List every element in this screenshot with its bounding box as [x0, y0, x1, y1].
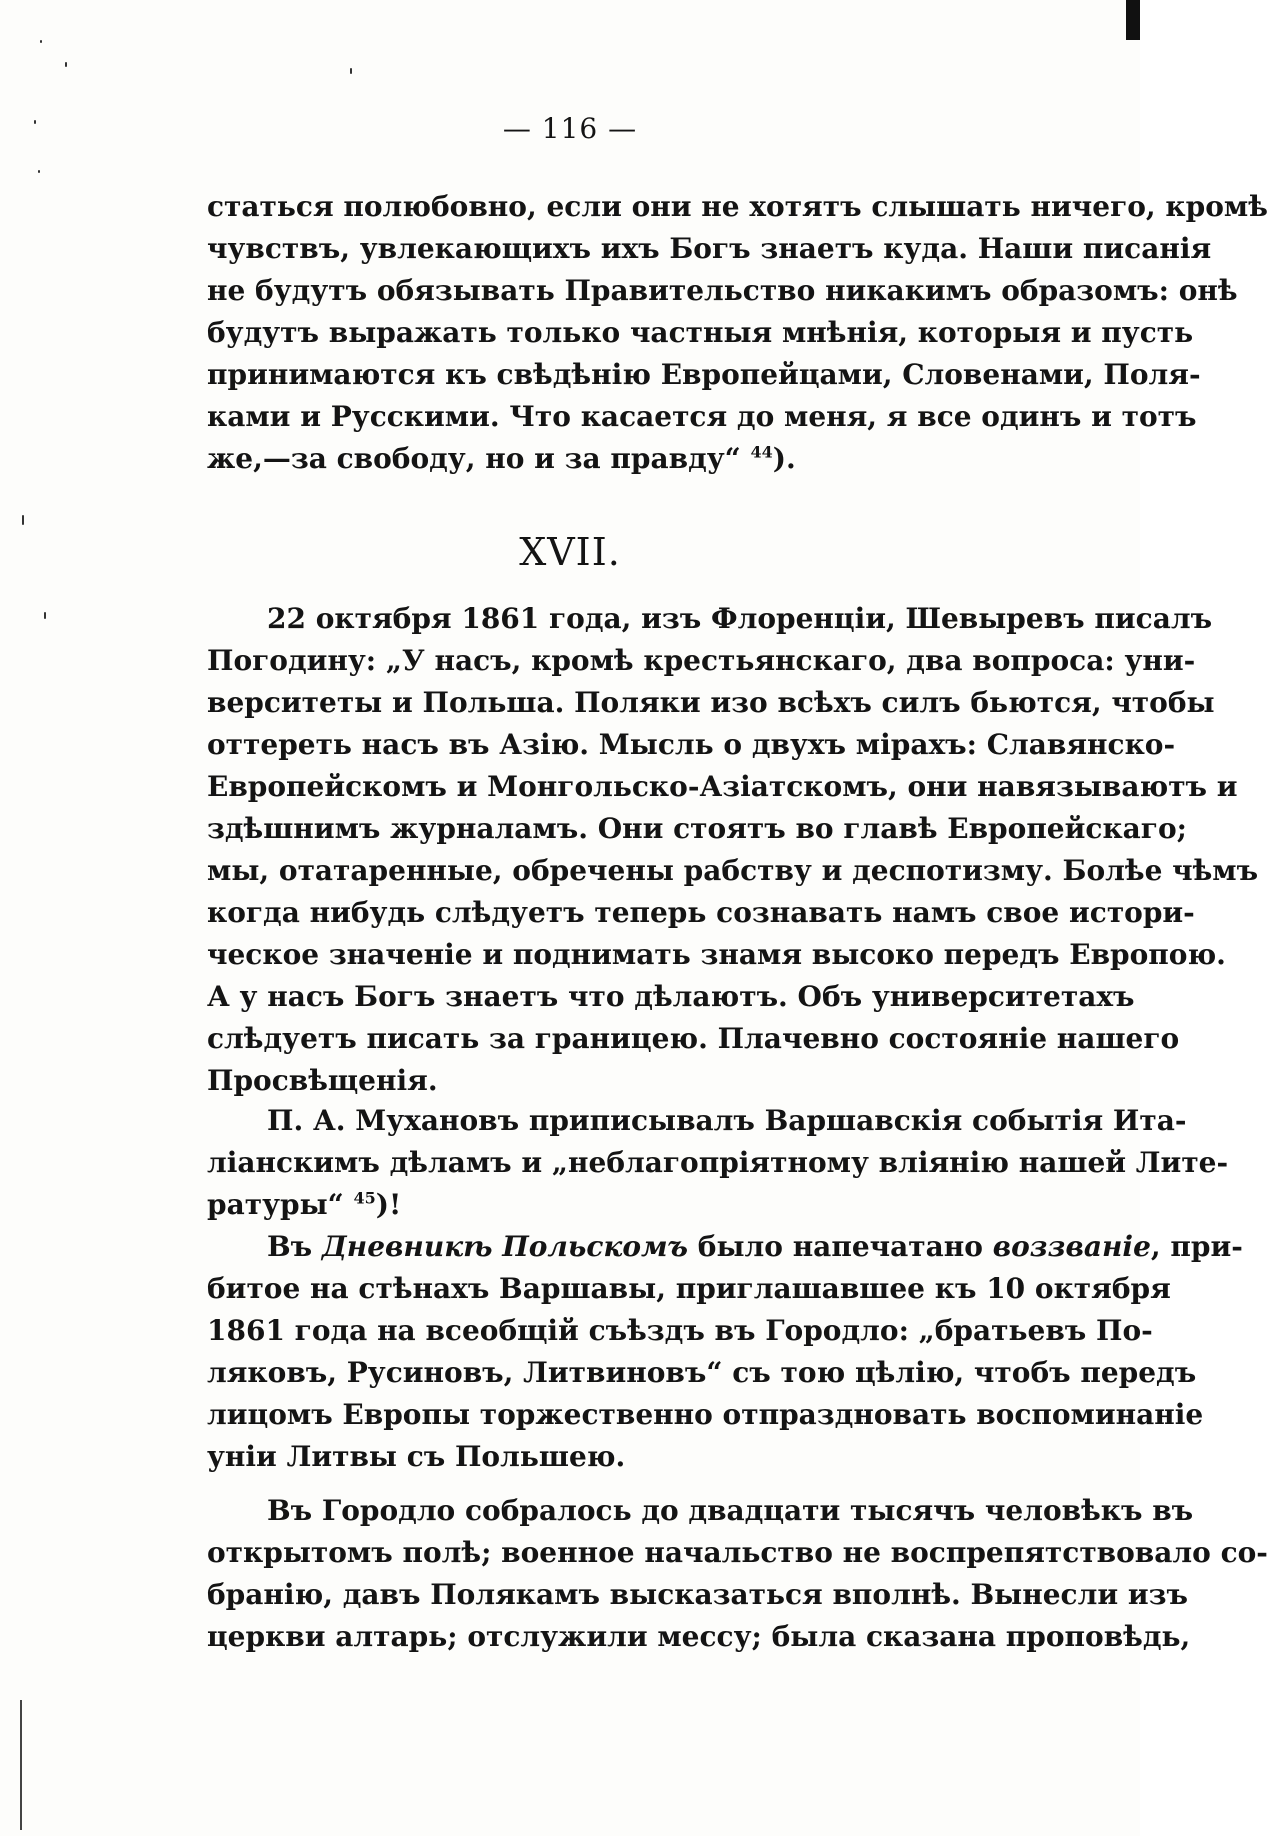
text-line: мы, отатаренные, обречены рабству и деспотизму. Болѣе чѣмъ [207, 854, 1259, 887]
text-line: оттереть насъ въ Азію. Мысль о двухъ мірахъ: Славянско- [207, 728, 1176, 761]
text-line: П. А. Мухановъ приписывалъ Варшавскія событія Ита- [267, 1104, 1187, 1137]
text-line: слѣдуетъ писать за границею. Плачевно состояніе нашего [207, 1022, 1180, 1055]
text-line: 22 октября 1861 года, изъ Флоренціи, Шевыревъ писалъ [267, 602, 1213, 635]
footnote-ref: 44 [750, 442, 773, 462]
scan-speck [22, 515, 24, 525]
text-fragment: Въ [267, 1230, 322, 1263]
text-line: ляковъ, Русиновъ, Литвиновъ“ съ тою цѣлію, чтобъ передъ [207, 1356, 1197, 1389]
text-line: не будутъ обязывать Правительство никакимъ образомъ: онѣ [207, 274, 1238, 307]
text-fragment: ). [772, 442, 796, 475]
text-line: принимаются къ свѣдѣнію Европейцами, Словенами, Поля- [207, 358, 1201, 391]
footnote-ref: 45 [353, 1188, 376, 1208]
scan-speck [65, 62, 67, 67]
text-line [207, 1226, 1243, 1268]
text-line: статься полюбовно, если они не хотятъ слышать ничего, кромѣ [207, 190, 1268, 223]
text-fragment: же,—за свободу, но и за правду“ [207, 442, 751, 475]
paragraph-appeal [207, 1226, 1243, 1478]
text-line: Въ Городло собралось до двадцати тысячъ человѣкъ въ [267, 1494, 1194, 1527]
text-line: открытомъ полѣ; военное начальство не воспрепятствовало со- [207, 1536, 1268, 1569]
text-line: будутъ выражать только частныя мнѣнія, которыя и пусть [207, 316, 1194, 349]
text-line: ческое значеніе и поднимать знамя высоко передъ Европою. [207, 938, 1226, 971]
text-fragment: ратуры“ [207, 1188, 354, 1221]
scan-speck [40, 40, 42, 43]
text-line: бранію, давъ Полякамъ высказаться вполнѣ. Вынесли изъ [207, 1578, 1188, 1611]
italic-term: воззваніе [992, 1230, 1151, 1263]
scan-speck [44, 612, 46, 619]
section-heading: XVII. [519, 530, 621, 574]
paragraph-shevyrev-letter [207, 598, 1259, 1102]
text-line: церкви алтарь; отслужили мессу; была сказана проповѣдь, [207, 1620, 1191, 1653]
text-line: ліанскимъ дѣламъ и „неблагопріятному вліянію нашей Лите- [207, 1146, 1229, 1179]
text-fragment: , при- [1150, 1230, 1243, 1263]
text-line [207, 438, 1065, 480]
scan-speck [38, 170, 40, 173]
text-line: ками и Русскими. Что касается до меня, я все одинъ и тотъ [207, 400, 1197, 433]
text-line: верситеты и Польша. Поляки изо всѣхъ силъ бьются, чтобы [207, 686, 1215, 719]
text-line: уніи Литвы съ Польшею. [207, 1440, 626, 1473]
italic-title: Дневникѣ Польскомъ [321, 1230, 689, 1263]
text-line: чувствъ, увлекающихъ ихъ Богъ знаетъ куда. Наши писанія [207, 232, 1212, 265]
text-line: здѣшнимъ журналамъ. Они стоятъ во главѣ Европейскаго; [207, 812, 1187, 845]
text-line: лицомъ Европы торжественно отпраздновать воспоминаніе [207, 1398, 1204, 1431]
text-line [207, 1184, 1065, 1226]
text-line: А у насъ Богъ знаетъ что дѣлаютъ. Объ университетахъ [207, 980, 1135, 1013]
paragraph-mukhanov [207, 1100, 1229, 1226]
text-fragment: )! [375, 1188, 402, 1221]
page-number: — 116 — [502, 112, 638, 145]
text-line: когда нибудь слѣдуетъ теперь сознавать намъ свое истори- [207, 896, 1195, 929]
text-line: 1861 года на всеобщій съѣздъ въ Городло: „братьевъ По- [207, 1314, 1153, 1347]
text-line: Погодину: „У насъ, кромѣ крестьянскаго, два вопроса: уни- [207, 644, 1196, 677]
scan-edge-mark [1126, 0, 1140, 40]
text-line: Просвѣщенія. [207, 1064, 438, 1097]
text-line: битое на стѣнахъ Варшавы, приглашавшее къ 10 октября [207, 1272, 1171, 1305]
text-fragment: было напечатано [688, 1230, 993, 1263]
text-line: Европейскомъ и Монгольско-Азіатскомъ, они навязываютъ и [207, 770, 1238, 803]
scan-speck [350, 68, 352, 74]
paragraph-continuation [207, 186, 1268, 480]
paragraph-gorodlo [207, 1490, 1268, 1658]
scan-edge-line [20, 1700, 22, 1830]
